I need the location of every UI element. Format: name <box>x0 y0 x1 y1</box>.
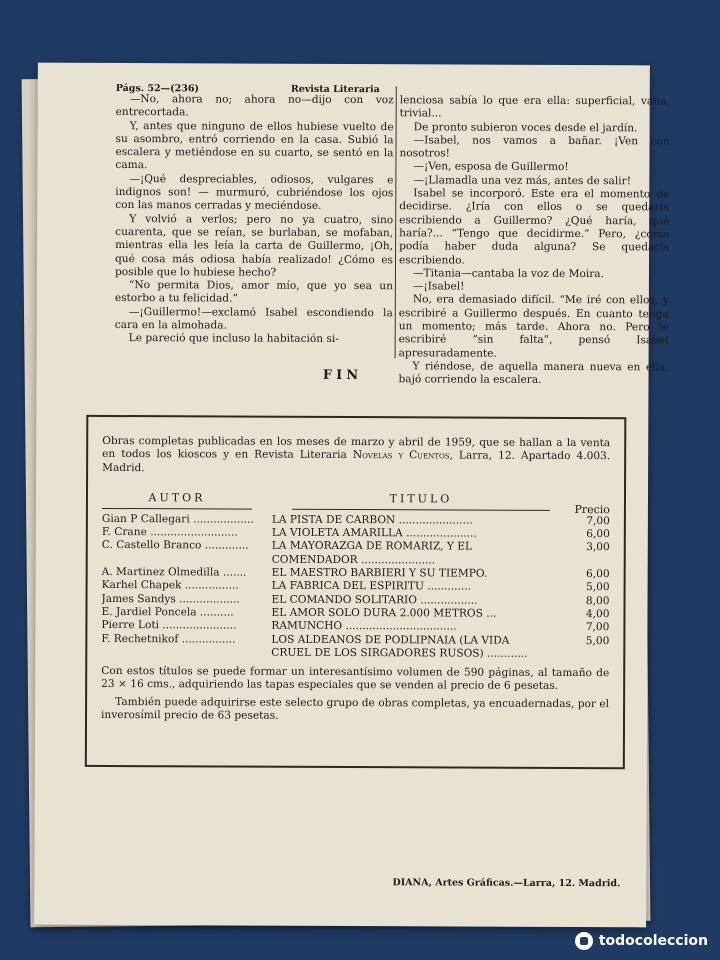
catalog-titulo: LA VIOLETA AMARILLA ..................... <box>271 526 477 540</box>
catalog-titulo: EL COMANDO SOLITARIO ................. <box>271 593 478 607</box>
left-column <box>115 93 394 347</box>
paragraph: Y, antes que ninguno de ellos hubiese vuelto de su asombro, entró corriendo en la casa. Subió la escalera y metiéndose en su cuarto, se sentó en la cama. <box>115 119 394 172</box>
intro-text: Obras completas publicadas en los meses de marzo y abril de 1959, que se hallan a la venta en todos los kioscos y en Revista Literaria <box>102 434 611 462</box>
catalog-autor: A. Martinez Olmedilla ....... <box>101 566 247 579</box>
fin-heading: FIN <box>322 367 363 384</box>
catalog-precio: 5,00 <box>585 581 610 594</box>
catalog-autor: Gian P Callegari .................. <box>101 512 254 526</box>
paragraph: “No permita Dios, amor mío, que yo sea un estorbo a tu felicidad.” <box>114 279 393 305</box>
precio-header: Precio <box>574 502 610 517</box>
catalog-titulo: LA MAYORAZGA DE ROMARIZ, Y EL COMENDADOR ...................... <box>271 540 473 567</box>
catalog-titulo: EL MAESTRO BARBIERI Y SU TIEMPO. <box>271 566 488 580</box>
watermark <box>575 932 708 950</box>
catalog-rows <box>101 513 610 661</box>
catalog-note: Con estos títulos se puede formar un interesantísimo volumen de 590 páginas, al tamaño de 23 × 16 cms., adquiriendo las tapas especiales que se venden al precio de 6 pesetas. <box>101 665 610 693</box>
catalog-titulo: LA FABRICA DEL ESPIRITU ............. <box>271 580 472 593</box>
catalog-titulo: RAMUNCHO ................................. <box>271 619 457 633</box>
watermark-text: todocoleccion <box>598 933 708 949</box>
paragraph: —¡Qué despreciables, odiosos, vulgares e indignos son! — murmuró, cubriéndose los ojos con las manos cerradas y meciéndose. <box>115 172 394 213</box>
paragraph: No, era demasiado difícil. “Me iré con ellos, y escribiré a Guillermo después. En cuanto tenga un momento; más tarde. Ahora no. Pero le escribiré “sin falta”, pensó Isabel apresuradamente. <box>398 293 669 360</box>
paragraph: Le pareció que incluso la habitación si- <box>128 332 339 346</box>
catalog-precio: 6,00 <box>586 568 610 581</box>
paragraph: —No, ahora no; ahora no—dijo con voz entrecortada. <box>115 93 394 119</box>
paragraph: —¡Isabel! <box>412 280 465 293</box>
catalog-precio: 8,00 <box>585 594 610 607</box>
catalog-autor: F. Crane .......................... <box>101 526 238 539</box>
paragraph: —¡Ven, esposa de Guillermo! <box>413 160 569 174</box>
page-number: Págs. 52—(236) <box>115 83 199 95</box>
paragraph: De pronto subieron voces desde el jardín. <box>413 120 638 134</box>
autor-header: AUTOR <box>102 485 252 510</box>
catalog-precio: 7,00 <box>586 514 610 528</box>
catalog-offer: También puede adquirirse este selecto grupo de obras completas, ya encuadernadas, por el inverosímil precio de 63 pesetas. <box>101 695 610 722</box>
intro-address: Larra, 12. Apartado 4.003. Madrid. <box>102 449 611 474</box>
printer-imprint: DIANA, Artes Gráficas.—Larra, 12. Madrid. <box>392 877 621 890</box>
catalog-row <box>102 539 610 568</box>
catalog-precio: 5,00 <box>585 634 610 647</box>
titulo-header: TITULO <box>292 486 550 511</box>
paragraph: —Titania—cantaba la voz de Moira. <box>412 267 605 281</box>
catalog-autor: C. Castello Branco ............. <box>101 539 249 553</box>
catalog-precio: 6,00 <box>586 528 610 541</box>
paragraph: —¡Guillermo!—exclamó Isabel escondiendo la cara en la almohada. <box>114 305 393 332</box>
catalog-titulo: LOS ALDEANOS DE PODLIPNAIA (LA VIDA CRUEL DE LOS SIRGADORES RUSOS) ............ <box>271 633 528 660</box>
right-column <box>398 94 669 388</box>
paragraph: —¡Llamadla una vez más, antes de salir! <box>413 174 632 188</box>
catalog-row <box>101 633 609 662</box>
catalog-precio: 4,00 <box>585 608 610 621</box>
paragraph: lenciosa sabía lo que era ella: superficial, vana, trivial... <box>399 94 670 120</box>
catalog-intro <box>102 435 610 477</box>
catalog-titulo: EL AMOR SOLO DURA 2.000 METROS ... <box>271 606 497 620</box>
paragraph: Y volvió a verlos; pero no ya cuatro, sino cuarenta, que se reían, se burlaban, se mofaban, mientras ella les leía la carta de Guillermo, ¡Oh, qué cosa más odiosa había realizado! ¿Cómo es posible que lo hubiese hecho? <box>114 212 394 279</box>
paragraph: Y riéndose, de aquella manera nueva en ella, bajó corriendo la escalera. <box>398 360 669 387</box>
catalog-autor: Pierre Loti ...................... <box>101 619 237 632</box>
intro-magazine: Novelas y Cuentos, <box>352 449 453 462</box>
catalog-precio: 3,00 <box>586 541 610 554</box>
catalog-autor: F. Rechetnikof ................ <box>101 632 236 646</box>
catalog-autor: E. Jardiel Poncela .......... <box>101 605 234 619</box>
booklet-page <box>34 63 670 928</box>
catalog-titulo: LA PISTA DE CARBON ...................... <box>271 513 473 527</box>
catalog-header <box>102 485 610 517</box>
catalog-precio: 7,00 <box>585 621 610 634</box>
catalog-box <box>85 415 627 769</box>
watermark-logo-icon <box>575 932 593 950</box>
catalog-autor: Karhel Chapek ................ <box>101 579 239 592</box>
catalog-autor: James Sandys .................. <box>101 592 240 606</box>
column-divider <box>395 86 397 358</box>
magazine-name: Revista Literaria <box>290 83 380 96</box>
paragraph: —Isabel, nos vamos a bañar. ¡Ven con nosotros! <box>399 134 670 160</box>
paragraph: Isabel se incorporó. Este era el momento de decidirse. ¿Iría con ellos o se quedaría escribiendo a Guillermo? ¿Qué haría, qué haría?... “Tengo que decidirme.” Pero, ¿cómo podía haber duda alguna? Se quedaría escribiendo. <box>399 187 670 267</box>
